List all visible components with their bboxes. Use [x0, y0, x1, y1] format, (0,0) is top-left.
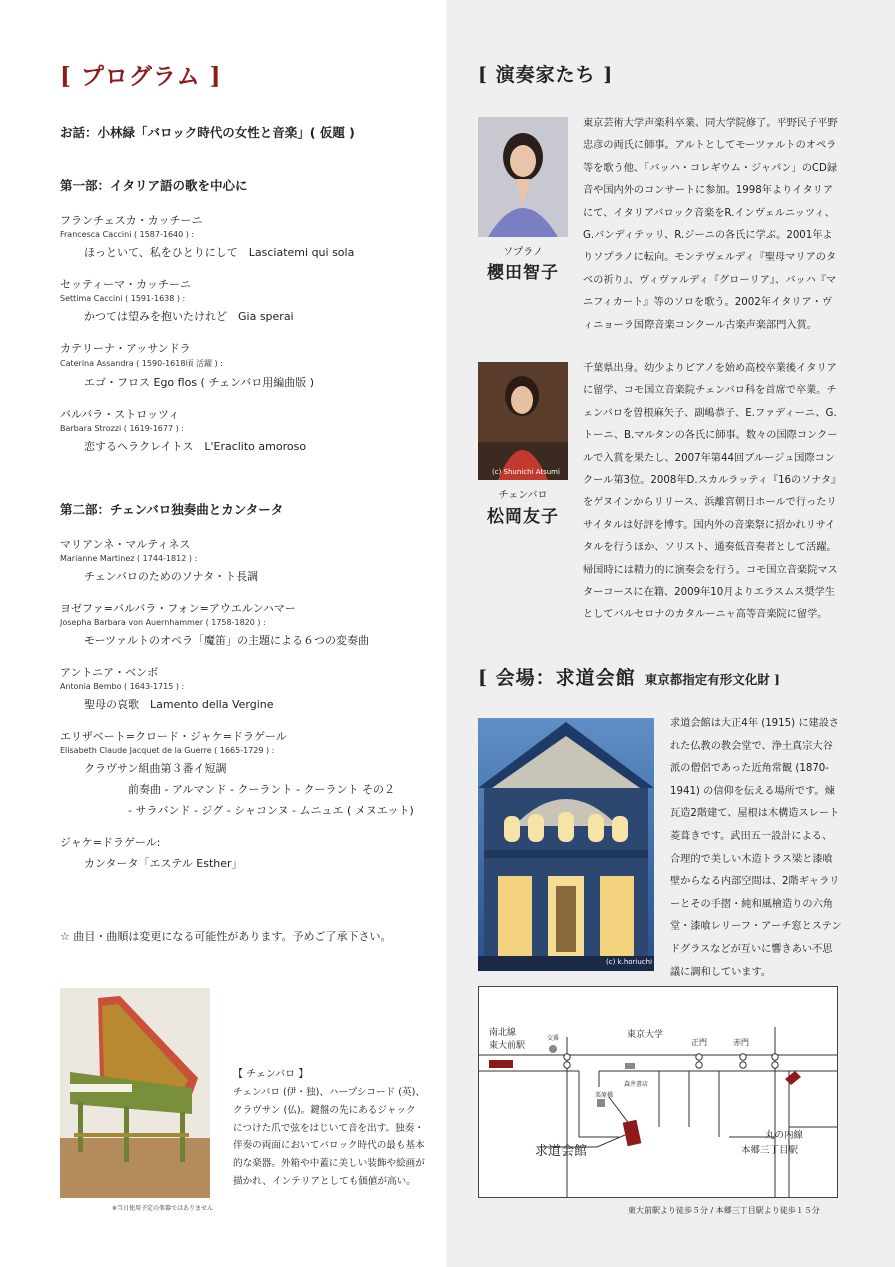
performer-bio: 千葉県出身。幼少よりピアノを始め高校卒業後イタリアに留学、コモ国立音楽院チェンバロ科を首席で卒業。チェンバロを曽根麻矢子、副嶋恭子、E.ファディーニ、G.トーニ、B.マルタンの各氏に師事。数々の国際コンクールで入賞を果たし、2007年第44回ブルージュ国際コンクール第3位。2008年D.スカルラッティ『16のソナタ』をゲヌインからリリース、浜離宮朝日ホールで行ったリサイタルは好評を博す。国内外の音楽祭に招かれリサイタルを行うほか、ソリスト、通奏低音奏者として活躍。帰国時には精力的に演奏会を行う。コモ国立音楽院マスターコースに在籍、2009年10月よりエラスムス奨学生としてバルセロナのカタルーニャ高等音楽院に留学。 [583, 363, 838, 621]
program-change-note: ☆ 曲目・曲順は変更になる可能性があります。予めご了承下さい。 [60, 930, 392, 943]
matsuoka-photo [478, 362, 568, 480]
venue-heading-sub: 東京都指定有形文化財 ] [644, 672, 780, 687]
piece-item [60, 276, 440, 324]
harpsichord-photo [60, 988, 210, 1198]
composer-name: マリアンネ・マルティネス [60, 538, 191, 551]
map-label-akamon: 赤門 [733, 1038, 749, 1047]
work-title: エゴ・フロス Ego flos ( チェンバロ用編曲版 ) [84, 376, 315, 389]
piece-item [60, 406, 440, 454]
building-illustration [478, 718, 654, 971]
composer-latin: Caterina Assandra ( 1590-1618頃 活躍 ) : [60, 359, 223, 368]
part1-heading: 第一部：イタリア語の歌を中心に [60, 178, 248, 193]
work-title: チェンバロのためのソナタ・ト長調 [84, 570, 259, 583]
composer-latin: Antonia Bembo ( 1643-1715 ) : [60, 682, 185, 691]
performer-name: 松岡友子 [487, 507, 559, 527]
map-streets [479, 987, 837, 1197]
composer-latin: Josepha Barbara von Auernhammer ( 1758-1820 ) : [60, 618, 266, 627]
map-label-koban: 交番 [547, 1035, 560, 1042]
part2-heading: 第二部：チェンバロ独奏曲とカンタータ [60, 502, 284, 517]
map-label-seimon: 正門 [691, 1038, 707, 1047]
performers-heading: [ 演奏家たち ] [478, 64, 614, 86]
piece-item [60, 600, 440, 648]
part1-list [60, 212, 440, 470]
performer-role: チェンバロ [498, 490, 548, 501]
work-title: 恋するヘラクレイトス L'Eraclito amoroso [84, 440, 307, 453]
piece-item [60, 834, 440, 871]
talk-line: お話：小林緑「バロック時代の女性と音楽」( 仮題 ) [60, 125, 355, 140]
venue-photo [478, 718, 654, 971]
venue-heading-main: [ 会場：求道会館 [478, 667, 636, 689]
venue-heading [478, 663, 780, 690]
photo-credit: (c) k.horiuchi [606, 958, 653, 966]
harpsichord-description: チェンバロ (伊・独)、ハープシコード (英)、クラヴサン (仏)。鍵盤の先にあるジャックにつけた爪で弦をはじいて音を出す。独奏・伴奏の両面においてバロック時代の最も基本的な楽器。外箱や中蓋に美しい装飾や絵画が描かれ、インテリアとしても価値が高い。 [233, 1087, 425, 1187]
map-label-marunouchi: 丸の内線 [765, 1130, 804, 1141]
work-title: クラヴサン組曲第３番イ短調 [84, 762, 227, 775]
map-label-bridge: 栗原橋 [595, 1092, 614, 1099]
harpsichord-caption: ※当日使用予定の楽器ではありません [112, 1205, 214, 1212]
composer-name: バルバラ・ストロッツィ [60, 408, 180, 421]
composer-name: アントニア・ベンボ [60, 666, 159, 679]
work-title: 聖母の哀歌 Lamento della Vergine [84, 698, 274, 711]
sakurada-photo [478, 117, 568, 237]
performer-bio: 東京芸術大学声楽科卒業、同大学院修了。平野民子平野忠彦の両氏に師事。アルトとしてモーツァルトのオペラ等を歌う他、「バッハ・コレギウム・ジャパン」のCD録音や国内外のコンサートに参加。1998年よりイタリアにて、イタリアバロック音楽をR.インヴェルニッツィ、G.バンディテッリ、R.ジーニの各氏に学ぶ。2001年よりソプラノに転向。モンテヴェルディ『聖母マリアのタベの祈り』、ヴィヴァルディ『グローリア』、バッハ『マニフィカート』等のソロを歌う。2002年イタリア・ヴィニョーラ国際音楽コンクール古楽声楽部門入賞。 [583, 118, 838, 331]
work-title: かつては望みを抱いたけれど Gia sperai [84, 310, 294, 323]
work-title: ほっといて、私をひとりにして Lasciatemi qui sola [84, 246, 355, 259]
program-heading: [ プログラム ] [60, 63, 222, 90]
work-movements: - サラバンド - ジグ - シャコンヌ - ムニュエ ( メヌエット) [128, 804, 414, 817]
composer-name: フランチェスカ・カッチーニ [60, 214, 203, 227]
map-label-namboku: 南北線 [489, 1028, 517, 1038]
portrait-illustration [478, 362, 568, 480]
harpsichord-illustration [60, 988, 210, 1198]
work-title: カンタータ「エステル Esther」 [84, 857, 243, 870]
piece-item [60, 340, 440, 390]
map-label-todaimae: 東大前駅 [489, 1041, 526, 1051]
part2-list [60, 536, 440, 887]
composer-latin: Marianne Martinez ( 1744-1812 ) : [60, 554, 198, 563]
composer-name: セッティーマ・カッチーニ [60, 278, 192, 291]
map-label-university: 東京大学 [627, 1030, 664, 1040]
composer-name: エリザベート=クロード・ジャケ=ドラゲール [60, 730, 287, 743]
venue-description: 求道会館は大正4年 (1915) に建設された仏教の教会堂で、浄土真宗大谷派の僧侶であった近角常観 (1870-1941) の信仰を伝える場所です。煉瓦造2階建て、屋根は木構造スレート菱葺きです。武田五一設計による、合理的で美しい木造トラス梁と漆喰壁からなる内部空間は、2階ギャラリーとその手摺・純和風檜造りの六角堂・漆喰レリーフ・アーチ窓とステンドグラスなどが互いに響きあい不思議に調和しています。 [670, 718, 842, 978]
work-title: モーツァルトのオペラ「魔笛」の主題による６つの変奏曲 [84, 634, 370, 647]
composer-name: カテリーナ・アッサンドラ [60, 342, 191, 355]
composer-latin: Francesca Caccini ( 1587-1640 ) : [60, 230, 195, 239]
portrait-illustration [478, 117, 568, 237]
performer-role: ソプラノ [503, 247, 543, 258]
piece-item [60, 212, 440, 260]
piece-item [60, 536, 440, 584]
photo-credit: (c) Shunichi Atsumi [492, 468, 560, 476]
performer-name: 櫻田智子 [487, 263, 559, 283]
composer-latin: Elisabeth Claude Jacquet de la Guerre ( 1665-1729 ) : [60, 746, 275, 755]
composer-latin: Settima Caccini ( 1591-1638 ) : [60, 294, 186, 303]
work-movements: 前奏曲 - アルマンド - クーラント - クーラント その２ [128, 783, 395, 796]
harpsichord-title: 【 チェンバロ 】 [233, 1069, 309, 1080]
composer-latin: Barbara Strozzi ( 1619-1677 ) : [60, 424, 184, 433]
composer-name: ジャケ=ドラゲール: [60, 836, 161, 849]
map-label-hongo: 本郷三丁目駅 [741, 1145, 799, 1156]
map-label-venue: 求道会館 [535, 1144, 588, 1159]
piece-item [60, 728, 440, 818]
piece-item [60, 664, 440, 712]
access-map [478, 986, 838, 1198]
map-label-morii: 森井書店 [624, 1081, 649, 1088]
access-note: 東大前駅より徒歩５分 / 本郷三丁目駅より徒歩１５分 [628, 1206, 820, 1215]
composer-name: ヨゼファ=バルバラ・フォン=アウエルンハマー [60, 602, 296, 615]
